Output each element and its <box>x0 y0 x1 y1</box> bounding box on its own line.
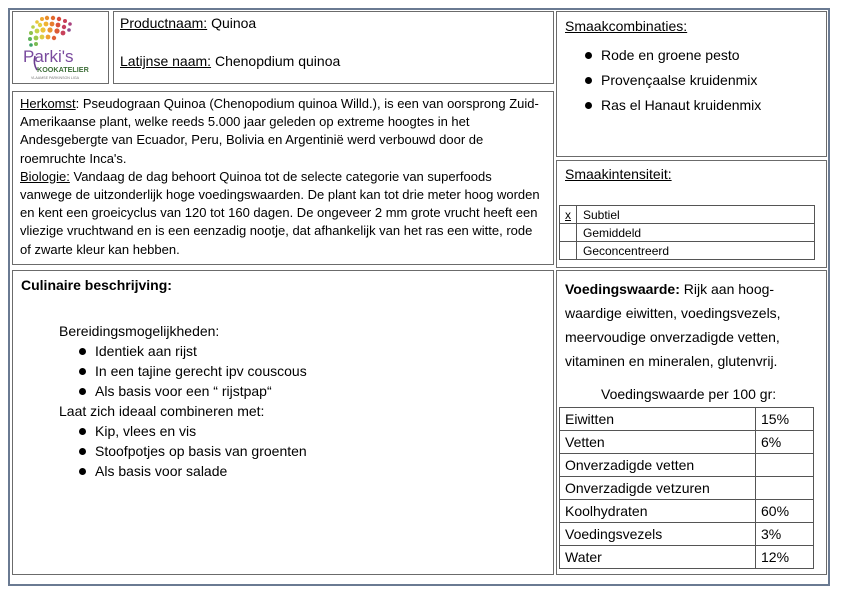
flavor-combinations-box <box>556 11 827 157</box>
list-item <box>21 421 545 441</box>
nutrient-name: Onverzadigde vetzuren <box>560 477 756 500</box>
product-name-label: Productnaam: <box>120 15 208 31</box>
nutrient-value <box>756 477 814 500</box>
list-item <box>21 341 545 361</box>
list-item-text: In een tajine gerecht ipv couscous <box>95 363 307 379</box>
intensity-label: Gemiddeld <box>577 224 815 242</box>
list-item <box>21 441 545 461</box>
intensity-label: Subtiel <box>577 206 815 224</box>
preparation-label: Bereidingsmogelijkheden: <box>59 323 220 339</box>
list-item <box>565 71 818 96</box>
table-row <box>560 224 815 242</box>
intensity-mark <box>560 242 577 260</box>
table-row <box>560 500 814 523</box>
flavor-intensity-box <box>556 160 827 268</box>
nutrient-value: 3% <box>756 523 814 546</box>
product-name-value: Quinoa <box>211 15 257 31</box>
flavor-intensity-table <box>559 205 815 260</box>
culinary-description-box <box>12 270 554 575</box>
bullet-icon <box>79 448 86 455</box>
product-name-box <box>113 11 554 84</box>
nutrient-value <box>756 454 814 477</box>
preparation-list <box>21 341 545 401</box>
nutrient-name: Vetten <box>560 431 756 454</box>
table-row <box>560 523 814 546</box>
logo-brand-line1: Parki's <box>23 47 74 66</box>
flavor-combinations-title: Smaakcombinaties: <box>565 18 688 34</box>
list-item <box>21 381 545 401</box>
nutrient-name: Water <box>560 546 756 569</box>
nutrient-name: Eiwitten <box>560 408 756 431</box>
list-item <box>21 361 545 381</box>
list-item-text: Rode en groene pesto <box>601 47 740 63</box>
intensity-mark: x <box>560 206 577 224</box>
nutrition-label: Voedingswaarde: <box>565 281 680 297</box>
logo-tagline: VLAAMSE PARKINSON LIGA <box>31 76 80 80</box>
nutrient-value: 15% <box>756 408 814 431</box>
nutrient-value: 60% <box>756 500 814 523</box>
logo-dots-icon <box>28 16 72 47</box>
table-row <box>560 477 814 500</box>
list-item-text: Stoofpotjes op basis van groenten <box>95 443 307 459</box>
list-item <box>565 96 818 121</box>
table-row <box>560 242 815 260</box>
bullet-icon <box>79 468 86 475</box>
table-row <box>560 431 814 454</box>
bullet-icon <box>79 348 86 355</box>
origin-text: : Pseudograan Quinoa (Chenopodium quinoa Willd.), is een van oorsprong Zuid-Amerikaanse plant, welke reeds 5.000 jaar geleden op extreme hoogtes in het Andesgebergte van Ecuador, Peru, Bolivia en Argentinië werd verbouwd door de roemruchte Inca's. <box>20 96 539 166</box>
list-item <box>565 46 818 71</box>
nutrition-table <box>559 407 814 569</box>
latin-name-label: Latijnse naam: <box>120 53 212 69</box>
bullet-icon <box>585 77 592 84</box>
logo-brand-line2: KOOKATELIER <box>37 65 89 74</box>
latin-name-row <box>120 53 547 91</box>
list-item-text: Als basis voor een “ rijstpap“ <box>95 383 272 399</box>
combine-list <box>21 421 545 481</box>
table-row <box>560 408 814 431</box>
nutrient-name: Koolhydraten <box>560 500 756 523</box>
table-row <box>560 206 815 224</box>
nutrition-text: Rijk aan hoog-waardige eiwitten, voedingsvezels, meervoudige onverzadigde vetten, vitaminen en mineralen, glutenvrij. <box>565 281 781 369</box>
intensity-label: Geconcentreerd <box>577 242 815 260</box>
logo-box <box>12 11 109 84</box>
intensity-mark <box>560 224 577 242</box>
origin-label: Herkomst <box>20 96 76 111</box>
list-item <box>21 461 545 481</box>
bullet-icon <box>79 368 86 375</box>
bullet-icon <box>79 428 86 435</box>
bullet-icon <box>585 102 592 109</box>
list-item-text: Kip, vlees en vis <box>95 423 197 439</box>
list-item-text: Als basis voor salade <box>95 463 228 479</box>
latin-name-value: Chenopdium quinoa <box>214 53 341 69</box>
nutrition-per-label: Voedingswaarde per 100 gr: <box>601 386 777 402</box>
flavor-combinations-list <box>565 46 818 121</box>
bullet-icon <box>585 52 592 59</box>
nutrient-value: 12% <box>756 546 814 569</box>
biology-text: Vandaag de dag behoort Quinoa tot de selecte categorie van superfoods vanwege de uitzonderlijk hoge voedingswaarden. De plant kan tot drie meter hoog worden en kent een groeicyclus van 120 tot 160 dagen. De ongeveer 2 mm grote vrucht heeft een vliezige vruchtwand en is een eenzadig nootje, dat afhankelijk van het ras een witte, rode of zwarte kleur kan hebben. <box>20 168 540 257</box>
origin-biology-box <box>12 91 554 265</box>
origin-paragraph <box>20 95 546 168</box>
nutrient-name: Voedingsvezels <box>560 523 756 546</box>
list-item-text: Provençaalse kruidenmix <box>601 72 758 88</box>
biology-label: Biologie: <box>20 168 70 184</box>
nutrition-box <box>556 270 827 575</box>
nutrition-description <box>565 277 818 373</box>
biology-paragraph <box>20 168 546 259</box>
product-name-row <box>120 15 547 53</box>
culinary-title: Culinaire beschrijving: <box>21 277 172 293</box>
list-item-text: Ras el Hanaut kruidenmix <box>601 97 762 113</box>
list-item-text: Identiek aan rijst <box>95 343 197 359</box>
flavor-intensity-title: Smaakintensiteit: <box>565 166 672 182</box>
table-row <box>560 546 814 569</box>
nutrient-value: 6% <box>756 431 814 454</box>
parkis-logo <box>13 12 110 85</box>
table-row <box>560 454 814 477</box>
bullet-icon <box>79 388 86 395</box>
nutrient-name: Onverzadigde vetten <box>560 454 756 477</box>
combine-label: Laat zich ideaal combineren met: <box>59 403 265 419</box>
